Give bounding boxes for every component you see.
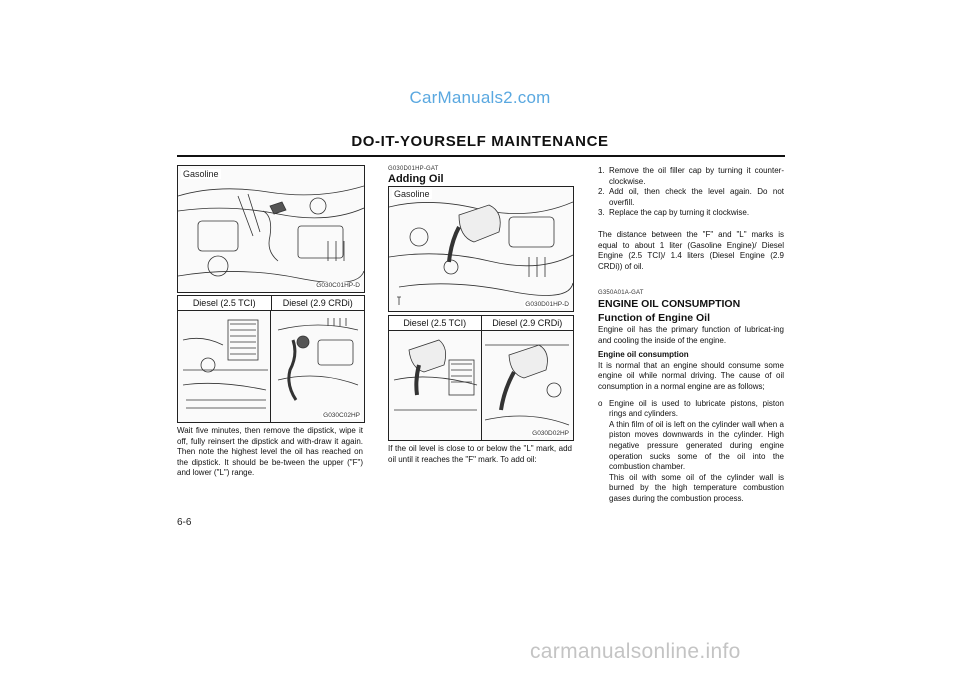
watermark-top: CarManuals2.com <box>409 88 551 107</box>
subsection-title: Function of Engine Oil <box>598 312 710 324</box>
figure-code: G030C01HP-D <box>316 282 360 289</box>
section-title: ENGINE OIL CONSUMPTION <box>598 298 741 310</box>
engine-illustration <box>178 166 364 292</box>
figure-code: G030D01HP-D <box>525 301 569 308</box>
steps-list <box>598 166 784 219</box>
section-code: G350A01A-GAT <box>598 290 644 296</box>
add-oil-paragraph: If the oil level is close to or below the "L" mark, add oil until it reaches the "F" mark. To add oil: <box>388 444 572 464</box>
figure-split-header <box>178 296 364 311</box>
section-title: Adding Oil <box>388 173 444 185</box>
engine-oil-consumption-text <box>598 325 784 505</box>
bullet-marker: o <box>598 398 603 408</box>
figure-label-left: Diesel (2.5 TCI) <box>178 296 272 310</box>
consumption-text: It is normal that an engine should consume some engine oil while normal driving. The cause of oil consumption in a normal engine are as follows; <box>598 360 784 391</box>
bullet-text-2: A thin film of oil is left on the cylinder wall when a piston moves downwards in the cylinder. High negative pressure generated during engine operation sucks some of the oil into the combustion chamber. <box>609 419 784 472</box>
list-item: 3. Replace the cap by turning it clockwise. <box>598 208 750 218</box>
header-rule <box>177 155 785 157</box>
figure-label-right: Diesel (2.9 CRDi) <box>492 318 563 328</box>
dipstick-paragraph: Wait five minutes, then remove the dipstick, wipe it off, fully reinsert the dipstick and with-draw it again. Then note the highest level the oil has reached on the dipstick. It should be be-tween the upper ("F") and lower ("L") range. <box>177 426 363 478</box>
function-text: Engine oil has the primary function of lubricat-ing and cooling the inside of the engine. <box>598 325 784 345</box>
engine-illustration <box>389 187 573 311</box>
bullet-item <box>598 399 784 505</box>
page-header-title: DO-IT-YOURSELF MAINTENANCE <box>351 133 609 150</box>
figure-code: G030C02HP <box>323 412 360 419</box>
bullet-text-1: Engine oil is used to lubricate pistons, piston rings and cylinders. <box>609 398 784 419</box>
figure-label-left: Diesel (2.5 TCI) <box>389 316 482 330</box>
figure-code: G030D02HP <box>532 430 569 437</box>
figure-gasoline-dipstick <box>177 165 365 293</box>
page-number: 6-6 <box>177 517 192 528</box>
engine-illustration <box>389 330 573 440</box>
figure-diesel-dipstick <box>177 295 365 423</box>
consumption-heading: Engine oil consumption <box>598 350 689 360</box>
watermark-bottom: carmanualsonline.info <box>530 640 741 663</box>
figure-label: Gasoline <box>394 189 430 199</box>
figure-label: Gasoline <box>183 169 219 179</box>
engine-illustration <box>178 310 364 422</box>
figure-gasoline-add-oil <box>388 186 574 312</box>
distance-note: The distance between the "F" and "L" marks is equal to about 1 liter (Gasoline Engine)/ Diesel Engine (2.5 TCI)/ 1.4 liters (Diesel Engine (2.9 CRDi)) of oil. <box>598 229 784 271</box>
list-item: 2. Add oil, then check the level again. Do not overfill. <box>598 187 784 207</box>
list-item: 1. Remove the oil filler cap by turning it counter-clockwise. <box>598 166 784 186</box>
figure-diesel-add-oil <box>388 315 574 441</box>
figure-label-right: Diesel (2.9 CRDi) <box>282 298 353 308</box>
figure-split-header <box>389 316 573 331</box>
section-code: G030D01HP-GAT <box>388 166 439 172</box>
bullet-text-3: This oil with some oil of the cylinder wall is burned by the high temperature combustion gases during the combustion process. <box>609 472 784 503</box>
add-oil-steps <box>598 166 784 272</box>
